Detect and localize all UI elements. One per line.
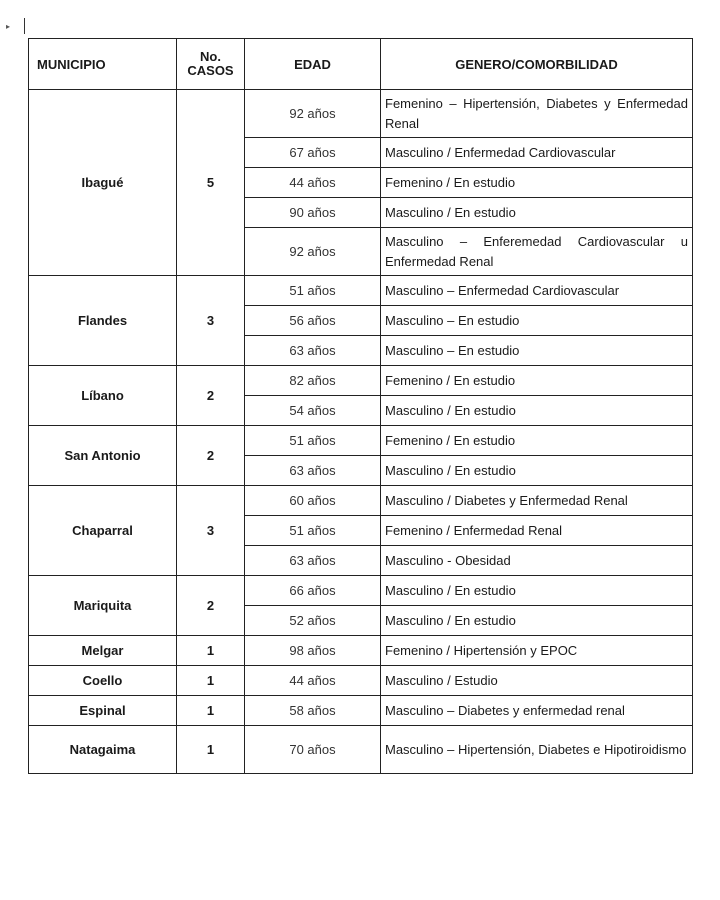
table-row: [29, 90, 693, 138]
edad-cell: 92 años: [245, 228, 381, 276]
edad-cell: 98 años: [245, 636, 381, 666]
header-genero: GENERO/COMORBILIDAD: [381, 39, 693, 90]
edad-cell: 70 años: [245, 726, 381, 774]
table-row: [29, 366, 693, 396]
table-row: [29, 576, 693, 606]
header-edad: EDAD: [245, 39, 381, 90]
genero-comorbilidad-cell: Masculino – Diabetes y enfermedad renal: [381, 696, 693, 726]
genero-comorbilidad-cell: Masculino – En estudio: [381, 306, 693, 336]
genero-comorbilidad-cell: Masculino / Enfermedad Cardiovascular: [381, 138, 693, 168]
genero-comorbilidad-cell: Masculino – En estudio: [381, 336, 693, 366]
edad-cell: 56 años: [245, 306, 381, 336]
header-casos-line1: No.: [200, 49, 221, 64]
edad-cell: 63 años: [245, 546, 381, 576]
edad-cell: 51 años: [245, 426, 381, 456]
genero-comorbilidad-cell: Femenino / En estudio: [381, 168, 693, 198]
header-row: [29, 39, 693, 90]
municipio-cell: Ibagué: [29, 90, 177, 276]
edad-cell: 54 años: [245, 396, 381, 426]
text-cursor: [24, 18, 25, 34]
casos-cell: 1: [177, 696, 245, 726]
casos-cell: 1: [177, 636, 245, 666]
edad-cell: 63 años: [245, 336, 381, 366]
genero-comorbilidad-cell: Masculino – Enferemedad Cardiovascular u Enfermedad Renal: [381, 228, 693, 276]
edad-cell: 66 años: [245, 576, 381, 606]
edad-cell: 51 años: [245, 516, 381, 546]
genero-comorbilidad-cell: Masculino - Obesidad: [381, 546, 693, 576]
casos-cell: 3: [177, 486, 245, 576]
casos-cell: 3: [177, 276, 245, 366]
edad-cell: 92 años: [245, 90, 381, 138]
edad-cell: 67 años: [245, 138, 381, 168]
casos-cell: 5: [177, 90, 245, 276]
casos-cell: 2: [177, 366, 245, 426]
municipio-cell: Natagaima: [29, 726, 177, 774]
edad-cell: 90 años: [245, 198, 381, 228]
table-row: [29, 426, 693, 456]
municipio-cell: San Antonio: [29, 426, 177, 486]
table-row: [29, 696, 693, 726]
casos-cell: 1: [177, 726, 245, 774]
municipio-cell: Melgar: [29, 636, 177, 666]
municipio-cell: Líbano: [29, 366, 177, 426]
cases-table: [28, 38, 693, 774]
table-row: [29, 636, 693, 666]
table-row: [29, 726, 693, 774]
edad-cell: 52 años: [245, 606, 381, 636]
table-move-handle-icon[interactable]: ▸: [6, 22, 11, 31]
municipio-cell: Chaparral: [29, 486, 177, 576]
edad-cell: 58 años: [245, 696, 381, 726]
edad-cell: 63 años: [245, 456, 381, 486]
header-municipio: MUNICIPIO: [29, 39, 177, 90]
genero-comorbilidad-cell: Masculino / Estudio: [381, 666, 693, 696]
municipio-cell: Mariquita: [29, 576, 177, 636]
genero-comorbilidad-cell: Masculino / En estudio: [381, 198, 693, 228]
municipio-cell: Flandes: [29, 276, 177, 366]
municipio-cell: Coello: [29, 666, 177, 696]
genero-comorbilidad-cell: Masculino / En estudio: [381, 396, 693, 426]
header-casos-line2: CASOS: [187, 63, 234, 78]
table-row: [29, 666, 693, 696]
casos-cell: 2: [177, 576, 245, 636]
municipio-cell: Espinal: [29, 696, 177, 726]
genero-comorbilidad-cell: Femenino / Hipertensión y EPOC: [381, 636, 693, 666]
header-casos: [177, 39, 245, 90]
genero-comorbilidad-cell: Masculino / En estudio: [381, 576, 693, 606]
table-row: [29, 486, 693, 516]
genero-comorbilidad-cell: Masculino / Diabetes y Enfermedad Renal: [381, 486, 693, 516]
edad-cell: 44 años: [245, 168, 381, 198]
genero-comorbilidad-cell: Masculino – Enfermedad Cardiovascular: [381, 276, 693, 306]
casos-cell: 1: [177, 666, 245, 696]
edad-cell: 60 años: [245, 486, 381, 516]
genero-comorbilidad-cell: Masculino – Hipertensión, Diabetes e Hipotiroidismo: [381, 726, 693, 774]
genero-comorbilidad-cell: Masculino / En estudio: [381, 456, 693, 486]
genero-comorbilidad-cell: Femenino / Enfermedad Renal: [381, 516, 693, 546]
genero-comorbilidad-cell: Femenino – Hipertensión, Diabetes y Enfermedad Renal: [381, 90, 693, 138]
genero-comorbilidad-cell: Femenino / En estudio: [381, 426, 693, 456]
edad-cell: 82 años: [245, 366, 381, 396]
casos-cell: 2: [177, 426, 245, 486]
edad-cell: 44 años: [245, 666, 381, 696]
edad-cell: 51 años: [245, 276, 381, 306]
table-row: [29, 276, 693, 306]
genero-comorbilidad-cell: Masculino / En estudio: [381, 606, 693, 636]
genero-comorbilidad-cell: Femenino / En estudio: [381, 366, 693, 396]
